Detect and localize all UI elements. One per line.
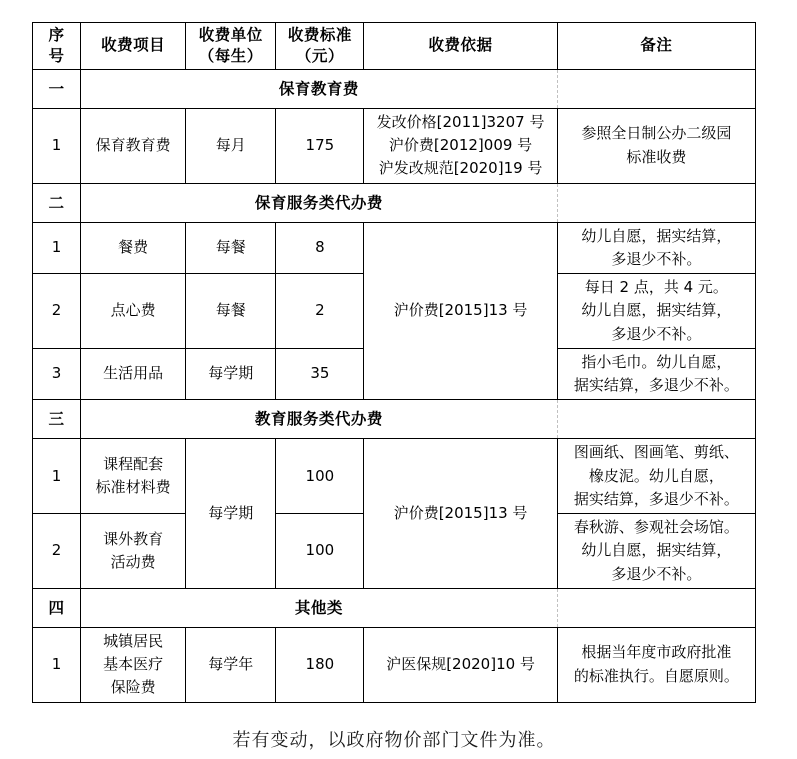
category-name: 其他类: [81, 588, 558, 627]
column-header-standard-line2: （元）: [295, 46, 344, 65]
cell-basis-line: 发改价格[2011]3207 号: [376, 112, 545, 131]
column-header-standard-line1: 收费标准: [287, 26, 352, 44]
category-note-blank: [557, 69, 755, 108]
cell-note-line: 多退少不补。: [611, 564, 702, 583]
cell-basis: [364, 108, 557, 183]
column-header-seq: [33, 23, 81, 70]
cell-note-line: 的标准执行。自愿原则。: [573, 666, 739, 685]
category-name: 保育服务类代办费: [81, 183, 558, 222]
cell-item-line: 活动费: [110, 552, 156, 571]
cell-standard: 35: [276, 348, 364, 400]
cell-seq: 3: [33, 348, 81, 400]
cell-item-line: 基本医疗: [103, 655, 164, 674]
cell-standard: 2: [276, 274, 364, 349]
cell-item-line: 课程配套: [103, 454, 164, 473]
column-header-basis-line1: 收费依据: [428, 36, 493, 55]
footer-note: 若有变动，以政府物价部门文件为准。: [232, 730, 556, 751]
cell-standard: 100: [276, 439, 364, 514]
category-row: [33, 588, 756, 627]
cell-note-line: 橡皮泥。幼儿自愿，: [588, 466, 724, 485]
cell-seq: 1: [33, 222, 81, 274]
fee-schedule-table: [32, 22, 756, 703]
category-note-blank: [557, 183, 755, 222]
cell-note-line: 图画纸、图画笔、剪纸、: [573, 443, 739, 462]
column-header-standard: [276, 23, 364, 70]
column-header-item: [81, 23, 186, 70]
cell-basis-shared: 沪价费[2015]13 号: [364, 222, 557, 400]
column-header-seq-line2: 号: [48, 46, 65, 65]
cell-seq: 2: [33, 274, 81, 349]
cell-note-line: 每日 2 点，共 4 元。: [584, 278, 728, 297]
cell-note-line: 据实结算，多退少不补。: [573, 489, 739, 508]
cell-seq: 1: [33, 108, 81, 183]
column-header-note-line1: 备注: [640, 36, 673, 55]
cell-note-line: 春秋游、参观社会场馆。: [573, 518, 739, 537]
cell-standard: 175: [276, 108, 364, 183]
cell-item: [81, 627, 186, 702]
cell-item-line: 课外教育: [103, 529, 164, 548]
cell-note: [557, 439, 755, 514]
column-header-unit-line2: （每生）: [198, 46, 263, 65]
cell-standard: 180: [276, 627, 364, 702]
column-header-unit-line1: 收费单位: [198, 26, 263, 44]
cell-standard: 8: [276, 222, 364, 274]
category-note-blank: [557, 400, 755, 439]
cell-item-line: 城镇居民: [103, 631, 164, 650]
category-row: [33, 400, 756, 439]
cell-basis-shared: 沪价费[2015]13 号: [364, 439, 557, 589]
cell-note-line: 多退少不补。: [611, 249, 702, 268]
column-header-seq-line1: 序: [48, 26, 65, 44]
category-number: 三: [33, 400, 81, 439]
cell-note: [557, 514, 755, 589]
cell-unit: 每学期: [186, 348, 276, 400]
cell-seq: 1: [33, 439, 81, 514]
cell-note-line: 据实结算，多退少不补。: [573, 376, 739, 395]
table-row: [33, 108, 756, 183]
cell-note: [557, 274, 755, 349]
column-header-basis: [364, 23, 557, 70]
cell-item: [81, 514, 186, 589]
category-name: 保育教育费: [81, 69, 558, 108]
cell-note: [557, 348, 755, 400]
column-header-item-line1: 收费项目: [101, 36, 166, 55]
cell-item: 餐费: [81, 222, 186, 274]
category-name: 教育服务类代办费: [81, 400, 558, 439]
cell-note-line: 根据当年度市政府批准: [581, 643, 732, 662]
cell-standard: 100: [276, 514, 364, 589]
cell-basis-line: 沪价费[2012]009 号: [388, 136, 533, 155]
cell-item-line: 保险费: [110, 678, 156, 697]
cell-item: 保育教育费: [81, 108, 186, 183]
cell-note: [557, 222, 755, 274]
cell-note-line: 多退少不补。: [611, 324, 702, 343]
cell-note-line: 指小毛巾。幼儿自愿，: [581, 352, 732, 371]
category-row: [33, 69, 756, 108]
cell-seq: 2: [33, 514, 81, 589]
category-number: 四: [33, 588, 81, 627]
cell-unit-shared: 每学期: [186, 439, 276, 589]
cell-note-line: 标准收费: [626, 147, 687, 166]
table-row: [33, 222, 756, 274]
cell-basis: 沪医保规[2020]10 号: [364, 627, 557, 702]
cell-note-line: 参照全日制公办二级园: [581, 124, 732, 143]
cell-item-line: 标准材料费: [95, 478, 171, 497]
cell-basis-line: 沪发改规范[2020]19 号: [378, 159, 543, 178]
table-header-row: [33, 23, 756, 70]
cell-item: [81, 439, 186, 514]
category-number: 二: [33, 183, 81, 222]
cell-unit: 每月: [186, 108, 276, 183]
cell-note: [557, 627, 755, 702]
category-number: 一: [33, 69, 81, 108]
cell-unit: 每餐: [186, 274, 276, 349]
category-row: [33, 183, 756, 222]
category-note-blank: [557, 588, 755, 627]
table-row: [33, 627, 756, 702]
column-header-note: [557, 23, 755, 70]
cell-note-line: 幼儿自愿，据实结算，: [581, 226, 732, 245]
cell-note: [557, 108, 755, 183]
cell-item: 点心费: [81, 274, 186, 349]
table-row: [33, 439, 756, 514]
cell-note-line: 幼儿自愿，据实结算，: [581, 301, 732, 320]
cell-unit: 每学年: [186, 627, 276, 702]
cell-item: 生活用品: [81, 348, 186, 400]
cell-seq: 1: [33, 627, 81, 702]
cell-unit: 每餐: [186, 222, 276, 274]
column-header-unit: [186, 23, 276, 70]
cell-note-line: 幼儿自愿，据实结算，: [581, 541, 732, 560]
